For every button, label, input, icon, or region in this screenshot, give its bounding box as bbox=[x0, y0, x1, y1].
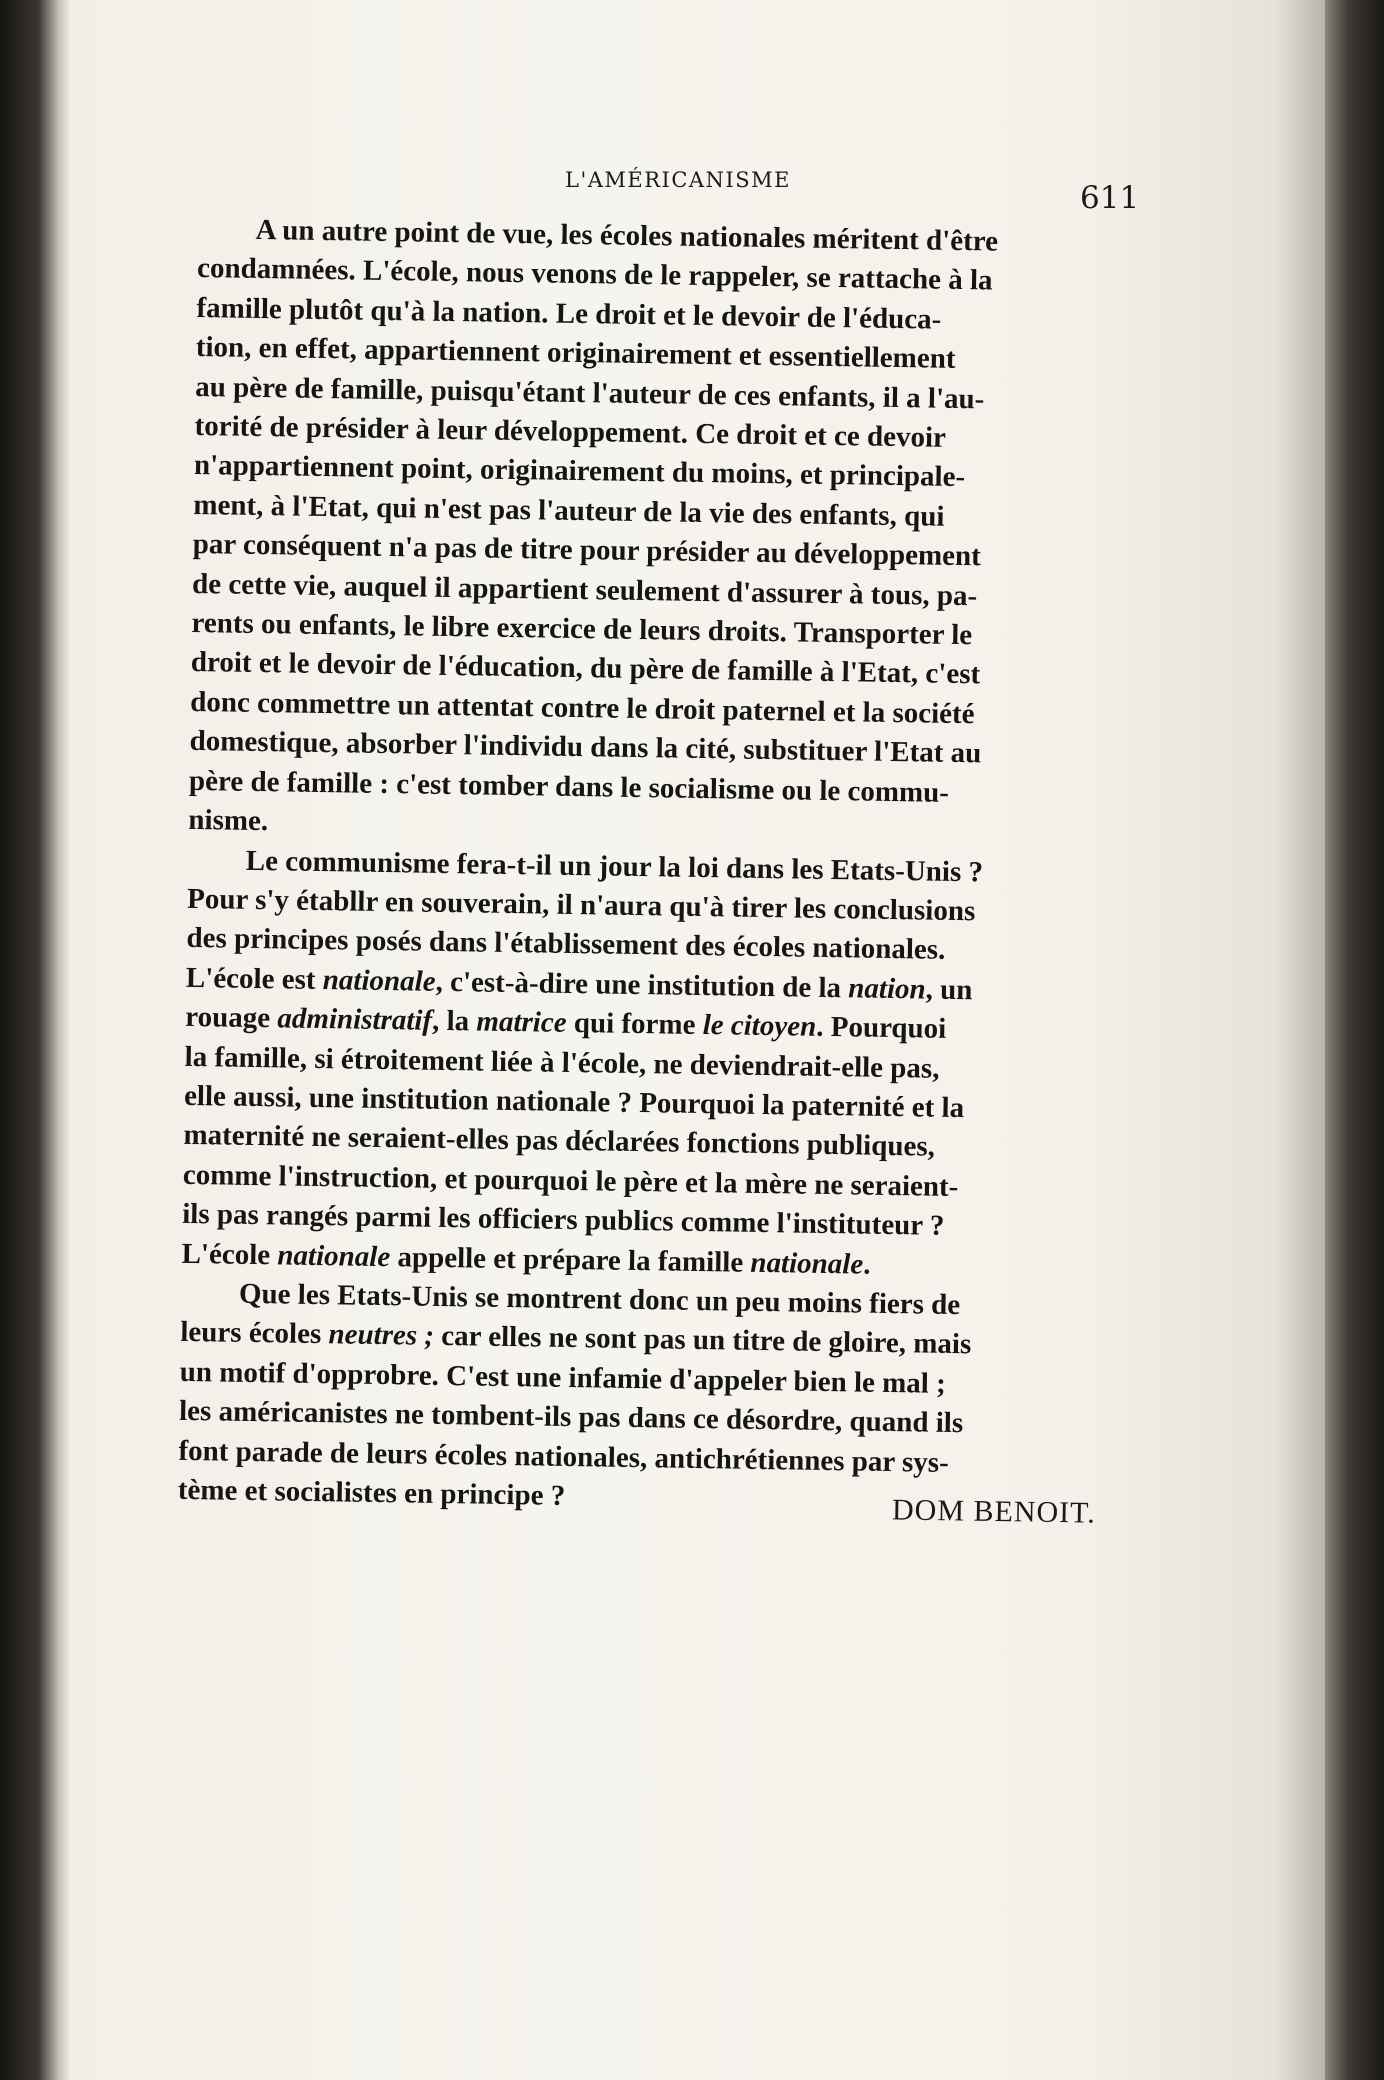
text-line: de cette vie, auquel il appartient seulement d'assurer à tous, pa- bbox=[191, 567, 978, 612]
text-line: n'appartiennent point, originairement du moins, et principale- bbox=[193, 449, 966, 494]
text-line: ils pas rangés parmi les officiers publics comme l'instituteur ? bbox=[181, 1198, 945, 1243]
text-line: des principes posés dans l'établissement des écoles nationales. bbox=[186, 922, 946, 967]
text-line: les américanistes ne tombent-ils pas dans ce désordre, quand ils bbox=[178, 1395, 964, 1440]
text-line: droit et le devoir de l'éducation, du père de famille à l'Etat, c'est bbox=[190, 646, 981, 691]
text-line: tème et socialistes en principe ? bbox=[177, 1473, 566, 1512]
text-line: torité de présider à leur développement. Ce droit et ce devoir bbox=[194, 410, 947, 454]
text-line: L'école nationale appelle et prépare la famille nationale. bbox=[181, 1237, 871, 1281]
text-line: famille plutôt qu'à la nation. Le droit et le devoir de l'éduca- bbox=[196, 291, 942, 336]
text-line: condamnées. L'école, nous venons de le rappeler, se rattache à la bbox=[196, 252, 993, 297]
running-title: L'AMÉRICANISME bbox=[565, 168, 791, 192]
text-line: leurs écoles neutres ; car elles ne sont pas un titre de gloire, mais bbox=[180, 1316, 972, 1361]
text-line: L'école est nationale, c'est-à-dire une institution de la nation, un bbox=[185, 961, 973, 1006]
text-line: font parade de leurs écoles nationales, antichrétiennes par sys- bbox=[178, 1434, 950, 1479]
paragraph-1 bbox=[188, 210, 1138, 855]
text-line: ment, à l'Etat, qui n'est pas l'auteur de la vie des enfants, qui bbox=[193, 488, 945, 533]
text-line: elle aussi, une institution nationale ? Pourquoi la paternité et la bbox=[183, 1079, 965, 1125]
text-line: par conséquent n'a pas de titre pour présider au développement bbox=[192, 528, 982, 573]
text-line: nisme. bbox=[188, 804, 269, 838]
text-line: un motif d'opprobre. C'est une infamie d'appeler bien le mal ; bbox=[179, 1355, 947, 1400]
text-line: la famille, si étroitement liée à l'école, ne deviendrait-elle pas, bbox=[184, 1040, 940, 1085]
text-line: donc commettre un attentat contre le droit paternel et la société bbox=[190, 685, 975, 731]
text-line: A un autre point de vue, les écoles nationales méritent d'être bbox=[255, 213, 999, 258]
facing-page-edge bbox=[0, 0, 70, 2080]
author-signature: DOM BENOIT. bbox=[891, 1493, 1097, 1530]
page-number: 611 bbox=[1080, 180, 1140, 216]
text-line: maternité ne seraient-elles pas déclarées fonctions publiques, bbox=[183, 1119, 936, 1164]
text-line: tion, en effet, appartiennent originairement et essentiellement bbox=[195, 331, 956, 376]
text-line: comme l'instruction, et pourquoi le père et la mère ne seraient- bbox=[182, 1158, 959, 1203]
text-line: Le communisme fera-t-il un jour la loi dans les Etats-Unis ? bbox=[245, 844, 984, 888]
text-line: au père de famille, puisqu'étant l'auteur de ces enfants, il a l'au- bbox=[194, 370, 985, 415]
text-line: Pour s'y établlr en souverain, il n'aura qu'à tirer les conclusions bbox=[186, 882, 976, 928]
page-header bbox=[70, 168, 1325, 216]
text-line: domestique, absorber l'individu dans la cité, substituer l'Etat au bbox=[189, 725, 982, 770]
text-line: Que les Etats-Unis se montrent donc un peu moins fiers de bbox=[238, 1277, 961, 1322]
text-line: père de famille : c'est tomber dans le socialisme ou le commu- bbox=[188, 764, 950, 809]
body-text bbox=[178, 210, 1138, 1525]
paragraph-2 bbox=[181, 840, 1128, 1288]
paragraph-3 bbox=[178, 1274, 1122, 1525]
book-binding-edge bbox=[1325, 0, 1384, 2080]
text-line: rents ou enfants, le libre exercice de leurs droits. Transporter le bbox=[191, 607, 973, 652]
text-line: rouage administratif, la matrice qui forme le citoyen. Pourquoi bbox=[185, 1001, 947, 1045]
book-page bbox=[70, 0, 1325, 2080]
